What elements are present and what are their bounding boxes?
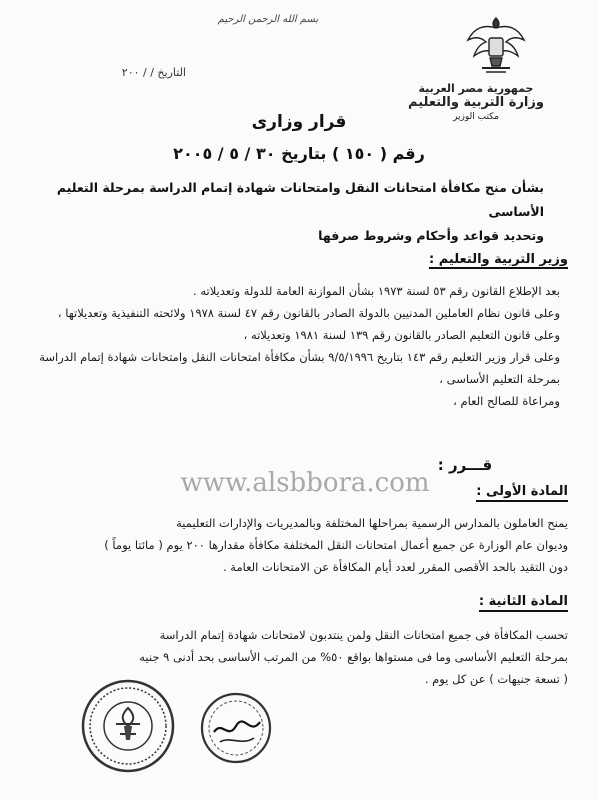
subject-line: بشأن منح مكافأة امتحانات النقل وامتحانات شهادة إتمام الدراسة بمرحلة التعليم الأساسى bbox=[56, 180, 544, 219]
article-2-heading: المادة الثانية : bbox=[479, 594, 568, 612]
article-1-line: دون التقيد بالحد الأقصى المقرر لعدد أيام المكافأة عن الامتحانات العامة . bbox=[222, 560, 568, 574]
article-2-line: ( تسعة جنيهات ) عن كل يوم . bbox=[424, 672, 568, 686]
decree-number: رقم ( ١٥٠ ) بتاريخ ٣٠ / ٥ / ٢٠٠٥ bbox=[173, 144, 425, 163]
letterhead-line: وزارة التربية والتعليم bbox=[408, 95, 544, 110]
subject-line: وتحديد قواعد وأحكام وشروط صرفها bbox=[318, 228, 544, 243]
preamble-clause: وعلى قانون التعليم الصادر بالقانون رقم ١٣٩ لسنة ١٩٨١ وتعديلاته ، bbox=[243, 328, 560, 342]
website-watermark: www.alsbbora.com bbox=[180, 468, 430, 498]
resolved-heading: قـــرر : bbox=[437, 456, 493, 474]
letterhead-line: جمهورية مصر العربية bbox=[418, 82, 534, 95]
minister-heading bbox=[28, 252, 568, 267]
signature-stamp-icon bbox=[198, 690, 274, 766]
article-1-line: يمنح العاملون بالمدارس الرسمية بمراحلها المختلفة وبالمديريات والإدارات التعليمية bbox=[176, 516, 568, 530]
article-2-line: بمرحلة التعليم الأساسى وما فى مستواها بواقع ٥٠% من المرتب الأساسى بحد أدنى ٩ جنيه bbox=[139, 650, 568, 664]
preamble-clause: وعلى قانون نظام العاملين المدنيين بالدولة الصادر بالقانون رقم ٤٧ لسنة ١٩٧٨ ولائحته التنفيذية وتعديلاتها ، bbox=[57, 306, 560, 320]
preamble-clause: بعد الإطلاع القانون رقم ٥٣ لسنة ١٩٧٣ بشأن الموازنة العامة للدولة وتعديلاته . bbox=[193, 284, 560, 298]
basmala: بسم الله الرحمن الرحيم bbox=[217, 14, 319, 25]
document-title: قرار وزارى bbox=[251, 112, 347, 132]
date-field: التاريخ / / ٢٠٠ bbox=[121, 66, 186, 79]
official-seal-icon bbox=[80, 678, 176, 774]
preamble-clause: وعلى قرار وزير التعليم رقم ١٤٣ بتاريخ ٩/٥/١٩٩٦ بشأن مكافأة امتحانات النقل وامتحانات شهادة إتمام الدراسة بمرحلة التعليم الأساسى ، bbox=[39, 350, 560, 386]
article-1-body bbox=[28, 512, 568, 578]
eagle-emblem-icon bbox=[464, 14, 528, 76]
article-2-line: تحسب المكافأة فى جميع امتحانات النقل ولمن ينتدبون لامتحانات شهادة إتمام الدراسة bbox=[159, 628, 568, 642]
decree-subject bbox=[54, 176, 544, 248]
letterhead-line: مكتب الوزير bbox=[453, 112, 499, 122]
preamble bbox=[30, 280, 560, 412]
article-1-line: وديوان عام الوزارة عن جميع أعمال امتحانات النقل المختلفة مكافأة مقدارها ٢٠٠ يوم ( مائتا يوماً ) bbox=[104, 538, 568, 552]
minister-heading-text: وزير التربية والتعليم : bbox=[429, 252, 568, 267]
article-1-heading: المادة الأولى : bbox=[476, 484, 568, 502]
preamble-clause: ومراعاة للصالح العام ، bbox=[453, 394, 560, 408]
